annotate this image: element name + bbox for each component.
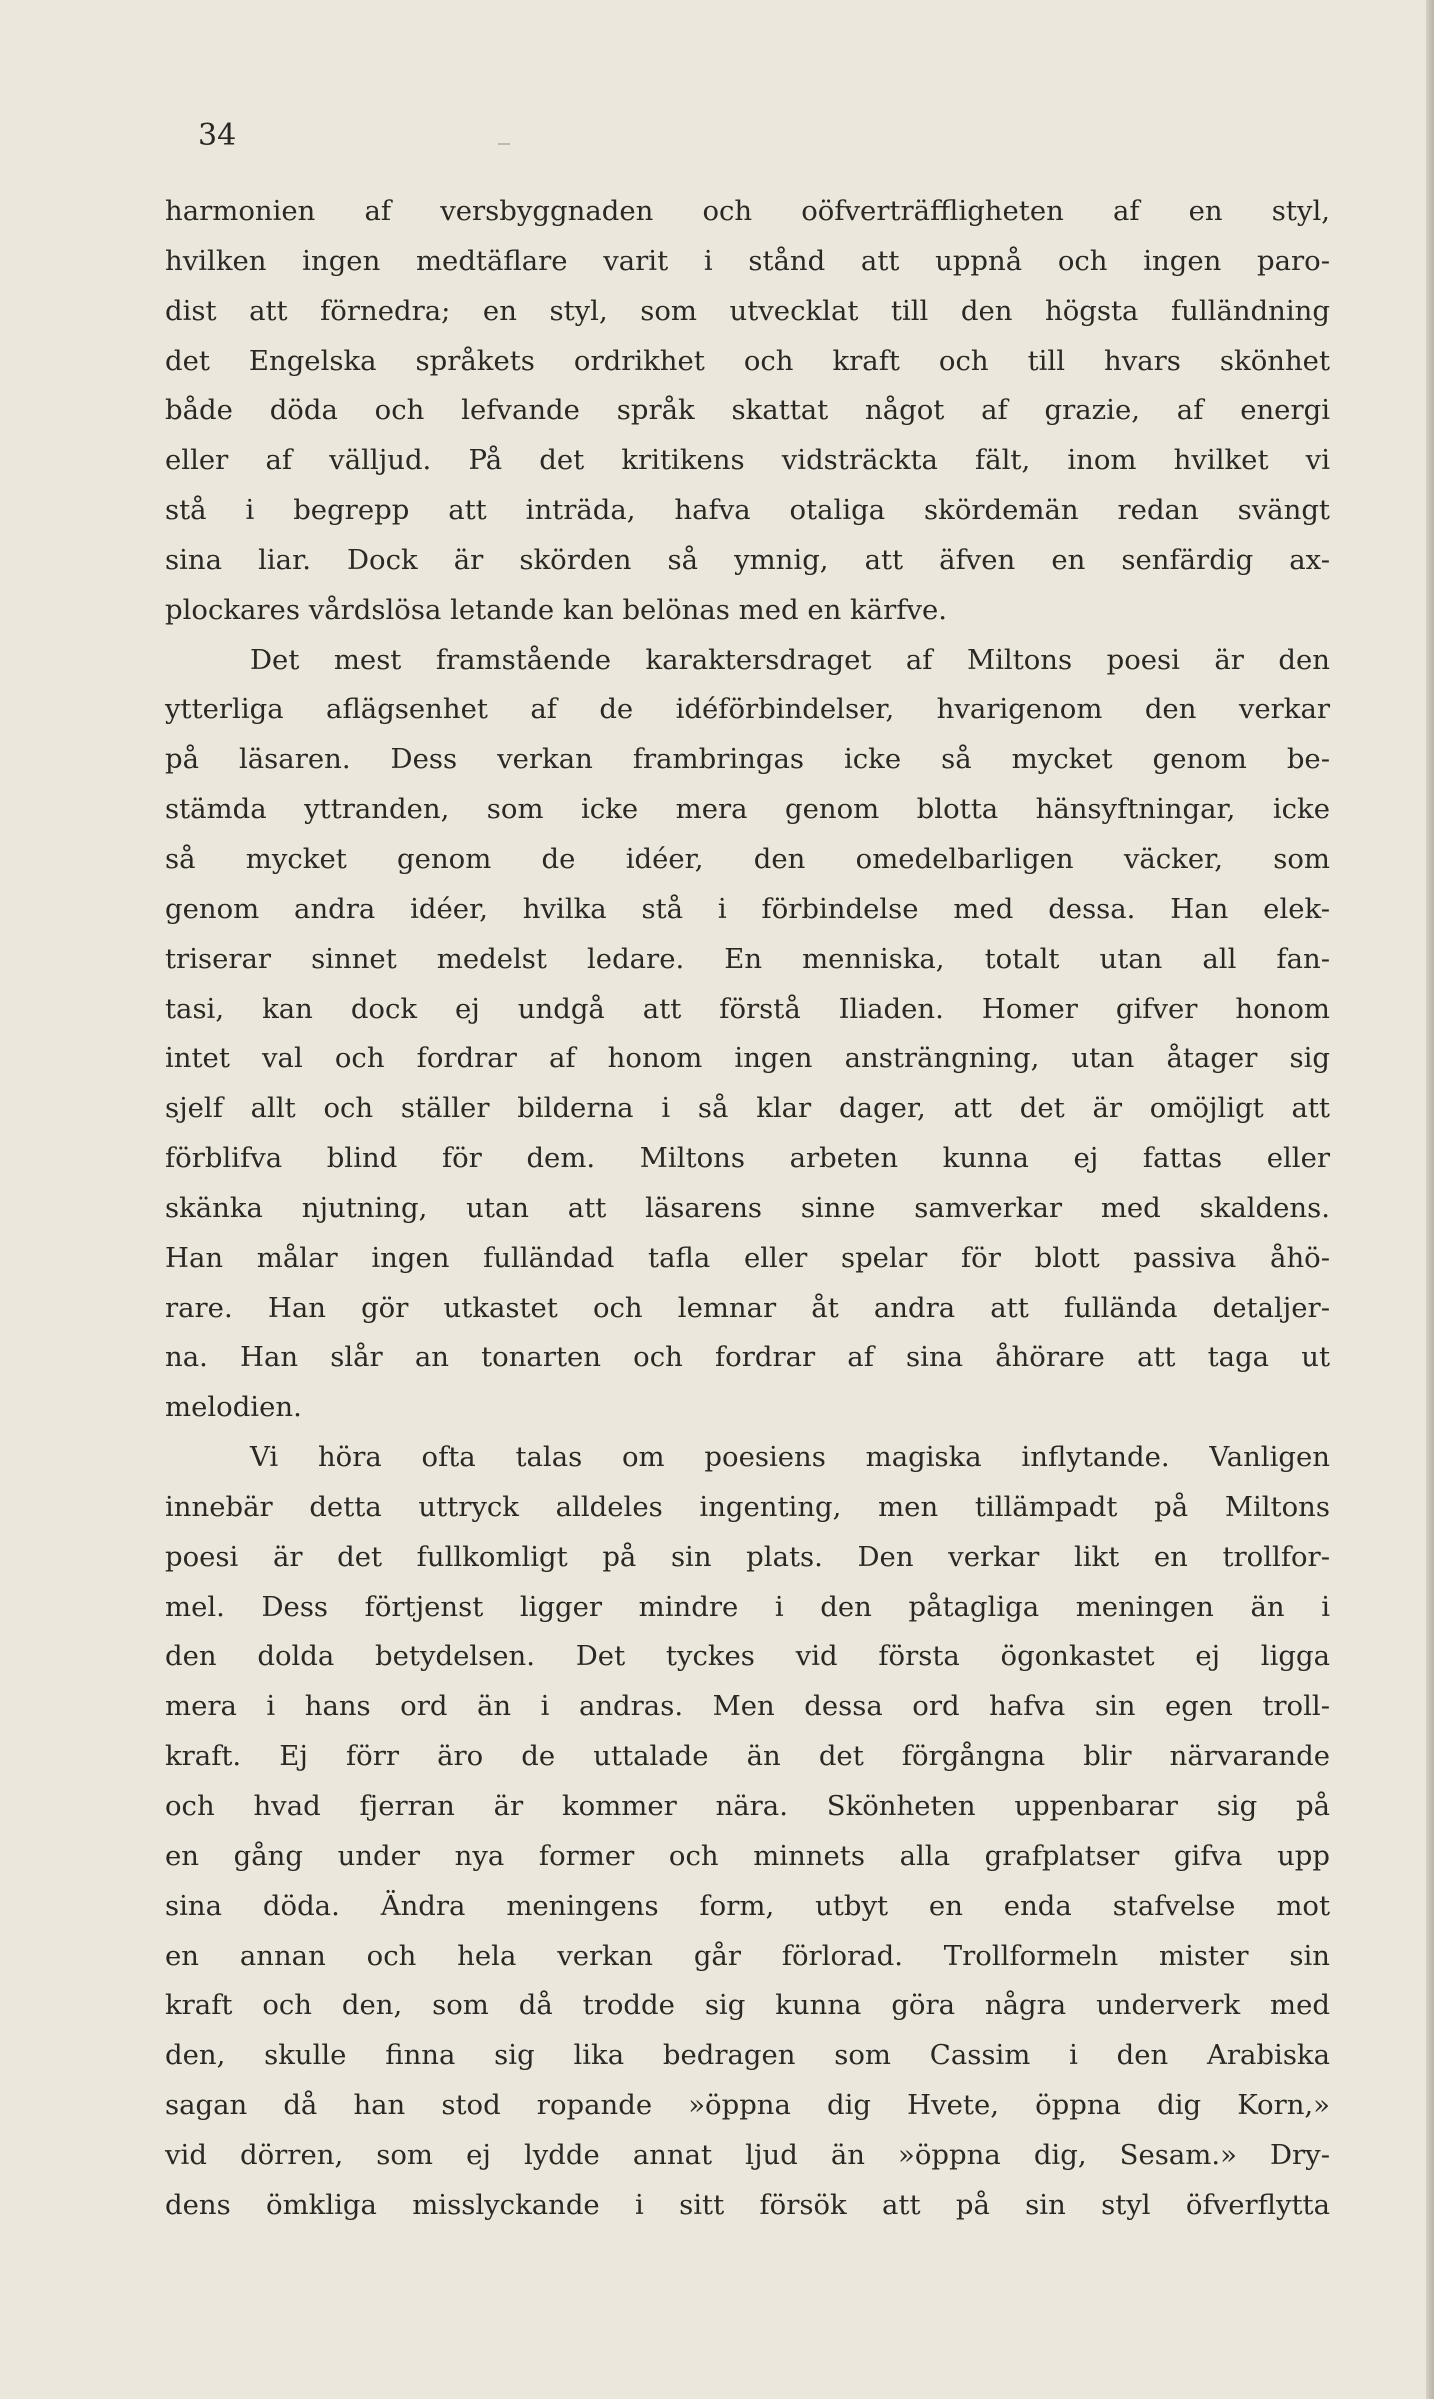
text-line: förblifva blind för dem. Miltons arbeten kunna ej fattas eller: [165, 1142, 1330, 1175]
ink-mark: [498, 143, 510, 145]
text-line: plockares vårdslösa letande kan belönas med en kärfve.: [165, 593, 947, 626]
text-line: rare. Han gör utkastet och lemnar åt andra att fullända detaljer-: [165, 1291, 1330, 1324]
text-line: vid dörren, som ej lydde annat ljud än »öppna dig, Sesam.» Dry-: [165, 2138, 1330, 2171]
text-line: innebär detta uttryck alldeles ingenting, men tillämpadt på Miltons: [165, 1490, 1330, 1523]
text-line: Han målar ingen fulländad tafla eller spelar för blott passiva åhö-: [165, 1241, 1330, 1274]
text-line: poesi är det fullkomligt på sin plats. Den verkar likt en trollfor-: [165, 1540, 1330, 1573]
text-line: en annan och hela verkan går förlorad. Trollformeln mister sin: [165, 1939, 1330, 1972]
text-line: en gång under nya former och minnets alla grafplatser gifva upp: [165, 1839, 1330, 1872]
text-line: den, skulle finna sig lika bedragen som Cassim i den Arabiska: [165, 2039, 1330, 2072]
text-line: sagan då han stod ropande »öppna dig Hvete, öppna dig Korn,»: [165, 2089, 1330, 2122]
text-line: melodien.: [165, 1391, 302, 1424]
text-line: och hvad fjerran är kommer nära. Skönheten uppenbarar sig på: [165, 1790, 1330, 1822]
text-line: Vi höra ofta talas om poesiens magiska inflytande. Vanligen: [250, 1441, 1330, 1474]
text-line: kraft. Ej förr äro de uttalade än det förgångna blir närvarande: [165, 1740, 1330, 1773]
text-line: sina döda. Ändra meningens form, utbyt en enda stafvelse mot: [165, 1889, 1330, 1922]
text-line: både döda och lefvande språk skattat något af grazie, af energi: [165, 394, 1330, 427]
text-line: genom andra idéer, hvilka stå i förbindelse med dessa. Han elek-: [165, 892, 1330, 925]
body-text: [165, 187, 1330, 2231]
text-line: sjelf allt och ställer bilderna i så klar dager, att det är omöjligt att: [165, 1092, 1330, 1125]
text-line: eller af välljud. På det kritikens vidsträckta fält, inom hvilket vi: [165, 444, 1330, 477]
text-line: den dolda betydelsen. Det tyckes vid första ögonkastet ej ligga: [165, 1640, 1330, 1673]
text-line: sina liar. Dock är skörden så ymnig, att äfven en senfärdig ax-: [165, 543, 1330, 576]
text-line: ytterliga aflägsenhet af de idéförbindelser, hvarigenom den verkar: [165, 693, 1330, 726]
text-line: triserar sinnet medelst ledare. En menniska, totalt utan all fan-: [165, 942, 1330, 975]
text-line: na. Han slår an tonarten och fordrar af sina åhörare att taga ut: [165, 1341, 1330, 1374]
text-line: mel. Dess förtjenst ligger mindre i den påtagliga meningen än i: [165, 1590, 1330, 1623]
text-line: det Engelska språkets ordrikhet och kraft och till hvars skönhet: [165, 344, 1330, 377]
text-line: intet val och fordrar af honom ingen ansträngning, utan åtager sig: [165, 1042, 1330, 1075]
text-line: på läsaren. Dess verkan frambringas icke så mycket genom be-: [165, 743, 1330, 776]
text-line: stämda yttranden, som icke mera genom blotta hänsyftningar, icke: [165, 793, 1330, 826]
page-edge: [1426, 0, 1434, 2399]
text-line: dens ömkliga misslyckande i sitt försök att på sin styl öfverflytta: [165, 2188, 1330, 2221]
page-number: 34: [198, 118, 237, 153]
text-line: harmonien af versbyggnaden och oöfverträffligheten af en styl,: [165, 195, 1330, 227]
text-line: tasi, kan dock ej undgå att förstå Iliaden. Homer gifver honom: [165, 992, 1330, 1025]
text-line: så mycket genom de idéer, den omedelbarligen väcker, som: [165, 842, 1330, 875]
text-line: mera i hans ord än i andras. Men dessa ord hafva sin egen troll-: [165, 1690, 1330, 1723]
text-line: skänka njutning, utan att läsarens sinne samverkar med skaldens.: [165, 1191, 1330, 1224]
text-line: Det mest framstående karaktersdraget af Miltons poesi är den: [250, 643, 1330, 676]
text-line: dist att förnedra; en styl, som utvecklat till den högsta fulländning: [165, 294, 1330, 327]
text-line: kraft och den, som då trodde sig kunna göra några underverk med: [165, 1989, 1330, 2022]
text-line: hvilken ingen medtäflare varit i stånd att uppnå och ingen paro-: [165, 244, 1330, 277]
text-line: stå i begrepp att inträda, hafva otaliga skördemän redan svängt: [165, 494, 1330, 527]
